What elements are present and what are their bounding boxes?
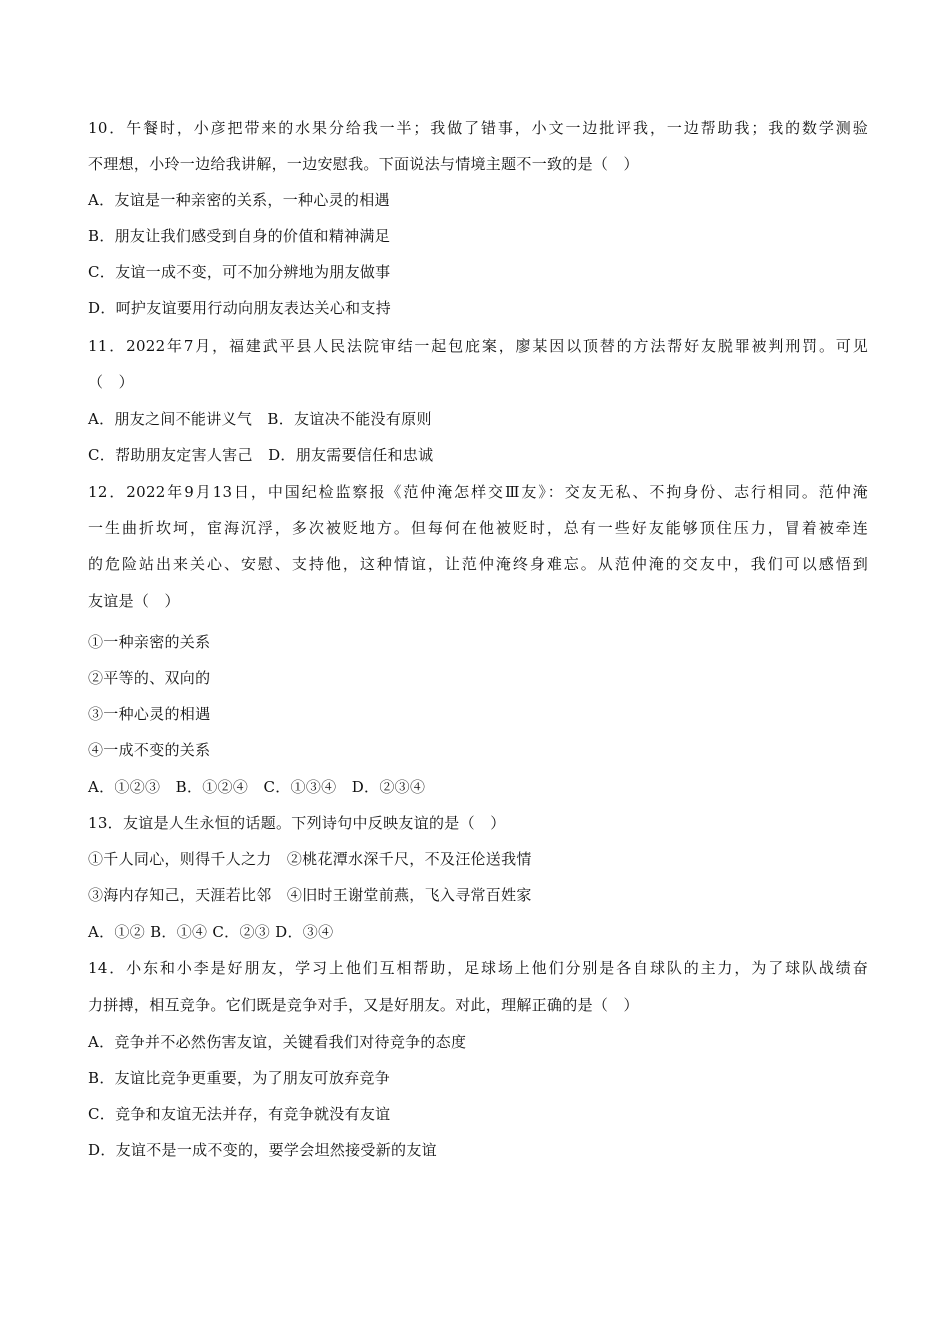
question-12-statement-3: ③一种心灵的相遇 [88,705,211,723]
question-12-stem-line-4: 友谊是（ ） [88,592,180,610]
question-10-stem-line-2: 不理想，小玲一边给我讲解，一边安慰我。下面说法与情境主题不一致的是（ ） [88,155,639,173]
question-10-stem-line-1: 10．午餐时，小彦把带来的水果分给我一半；我做了错事，小文一边批评我，一边帮助我；我的数学测验 [88,119,868,137]
question-12-options: A．①②③ B．①②④ C．①③④ D．②③④ [88,778,426,796]
question-10-option-a: A．友谊是一种亲密的关系，一种心灵的相遇 [88,191,390,209]
question-14-option-d: D．友谊不是一成不变的，要学会坦然接受新的友谊 [88,1141,437,1159]
question-14-option-b: B．友谊比竞争更重要，为了朋友可放弃竞争 [88,1069,391,1087]
question-11-stem-line-2: （ ） [88,373,134,391]
question-11-stem-line-1: 11．2022年7月，福建武平县人民法院审结一起包庇案，廖某因以顶替的方法帮好友脱罪被判刑罚。可见 [88,337,868,355]
question-14-stem-line-2: 力拼搏，相互竞争。它们既是竞争对手，又是好朋友。对此，理解正确的是（ ） [88,996,639,1014]
question-13-statements-row-1: ①千人同心，则得千人之力 ②桃花潭水深千尺，不及汪伦送我情 [88,850,532,868]
question-12-stem-line-2: 一生曲折坎坷，宦海沉浮，多次被贬地方。但每何在他被贬时，总有一些好友能够顶住压力，冒着被牵连 [88,519,868,537]
question-10-option-c: C．友谊一成不变，可不加分辨地为朋友做事 [88,263,391,281]
question-12-stem-line-1: 12．2022年9月13日，中国纪检监察报《范仲淹怎样交Ⅲ友》：交友无私、不拘身份、志行相同。范仲淹 [88,483,868,501]
question-13-options: A．①② B．①④ C．②③ D．③④ [88,923,334,941]
question-11-options-row-2: C．帮助朋友定害人害己 D．朋友需要信任和忠诚 [88,446,434,464]
question-10-option-d: D．呵护友谊要用行动向朋友表达关心和支持 [88,299,392,317]
question-12-statement-2: ②平等的、双向的 [88,669,211,687]
question-12-statement-4: ④一成不变的关系 [88,741,211,759]
question-14-stem-line-1: 14．小东和小李是好朋友，学习上他们互相帮助，足球场上他们分别是各自球队的主力，为了球队战绩奋 [88,959,868,977]
question-13-stem-line-1: 13．友谊是人生永恒的话题。下列诗句中反映友谊的是（ ） [88,814,506,832]
question-12-stem-line-3: 的危险站出来关心、安慰、支持他，这种情谊，让范仲淹终身难忘。从范仲淹的交友中，我们可以感悟到 [88,555,868,573]
question-12-statement-1: ①一种亲密的关系 [88,633,211,651]
question-14-option-c: C．竞争和友谊无法并存，有竞争就没有友谊 [88,1105,391,1123]
question-14-option-a: A．竞争并不必然伤害友谊，关键看我们对待竞争的态度 [88,1033,467,1051]
question-13-statements-row-2: ③海内存知己，天涯若比邻 ④旧时王谢堂前燕，飞入寻常百姓家 [88,886,532,904]
question-11-options-row-1: A．朋友之间不能讲义气 B．友谊决不能没有原则 [88,410,432,428]
question-10-option-b: B．朋友让我们感受到自身的价值和精神满足 [88,227,391,245]
